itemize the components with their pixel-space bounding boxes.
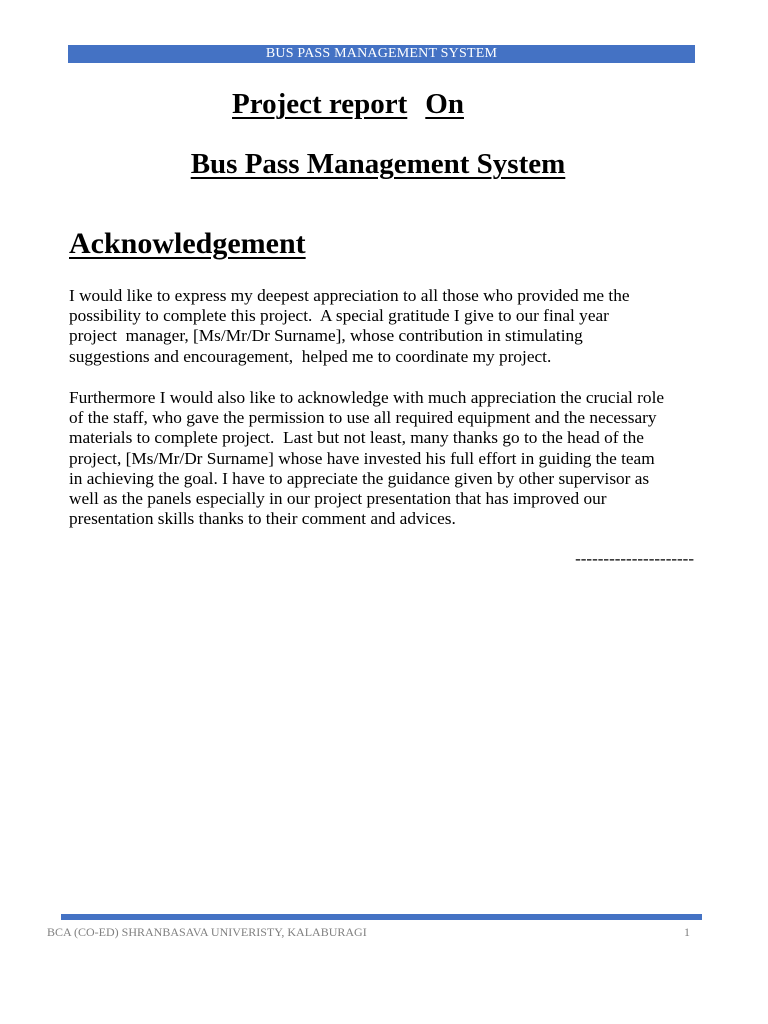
paragraph-line: possibility to complete this project. A special gratitude I give to our final year <box>69 306 609 326</box>
paragraph-line: presentation skills thanks to their comment and advices. <box>69 509 456 529</box>
footer-page-number: 1 <box>684 925 690 939</box>
section-heading-acknowledgement: Acknowledgement <box>69 227 306 260</box>
paragraph-line: I would like to express my deepest appreciation to all those who provided me the <box>69 286 630 305</box>
report-title-line-2 <box>0 146 762 182</box>
paragraph-line: project, [Ms/Mr/Dr Surname] whose have invested his full effort in guiding the team <box>69 448 655 468</box>
paragraph-line: in achieving the goal. I have to appreciate the guidance given by other supervisor as <box>69 468 650 488</box>
paragraph-line: well as the panels especially in our project presentation that has improved our <box>69 489 607 509</box>
footer-institution: BCA (CO-ED) SHRANBASAVA UNIVERISTY, KALABURAGI <box>47 925 367 939</box>
header-band: BUS PASS MANAGEMENT SYSTEM <box>68 45 695 63</box>
report-title-line-1 <box>0 86 732 122</box>
paragraph-line: project manager, [Ms/Mr/Dr Surname], whose contribution in stimulating <box>69 326 583 346</box>
report-title-project-report: Project report <box>232 88 408 120</box>
acknowledgement-paragraph-1 <box>69 286 709 367</box>
paragraph-line: suggestions and encouragement, helped me to coordinate my project. <box>69 346 552 366</box>
paragraph-line: of the staff, who gave the permission to use all required equipment and the necessary <box>69 408 657 428</box>
report-title-system-name: Bus Pass Management System <box>190 148 566 180</box>
paragraph-line: materials to complete project. Last but not least, many thanks go to the head of the <box>69 428 644 448</box>
acknowledgement-paragraph-2 <box>69 388 709 529</box>
paragraph-line: Furthermore I would also like to acknowledge with much appreciation the crucial role <box>69 388 665 407</box>
footer-rule <box>61 914 702 920</box>
signature-line: --------------------- <box>575 549 694 568</box>
report-title-on: On <box>425 88 464 120</box>
